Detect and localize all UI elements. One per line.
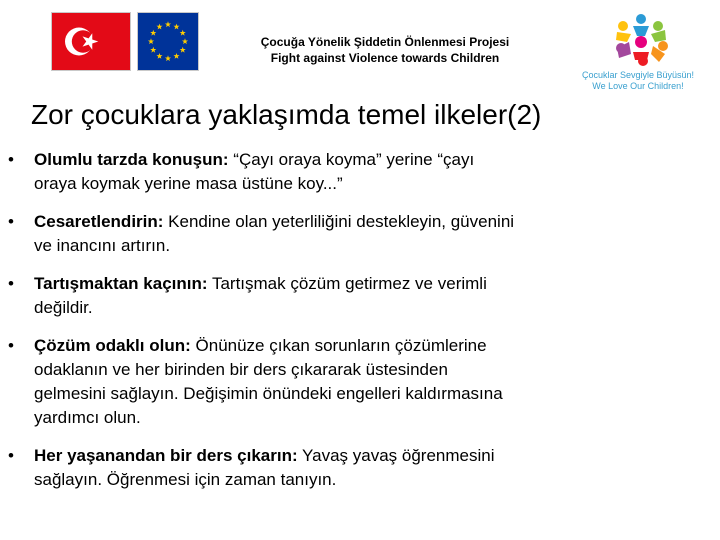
- bullet-item: [8, 210, 698, 258]
- children-figures-icon: [616, 14, 668, 66]
- bullet-line: ve inancını artırın.: [34, 236, 171, 255]
- bullet-line: [34, 444, 698, 468]
- slide-title: Zor çocuklara yaklaşımda temel ilkeler(2): [31, 99, 542, 130]
- bullet-item: [8, 272, 698, 320]
- bullet-line: değildir.: [34, 298, 93, 317]
- project-title-en: Fight against Violence towards Children: [270, 51, 500, 65]
- bullet-text: “Çayı oraya koyma” yerine “çayı: [233, 150, 475, 169]
- bullet-line: sağlayın. Öğrenmesi için zaman tanıyın.: [34, 470, 337, 489]
- project-title: [205, 34, 565, 66]
- bullet-list: [8, 148, 698, 506]
- bullet-line: [34, 272, 698, 296]
- eu-flag: [137, 12, 199, 71]
- bullet-line: [34, 334, 698, 358]
- bullet-icon: •: [8, 212, 14, 231]
- bullet-line: yardımcı olun.: [34, 408, 141, 427]
- bullet-term: Çözüm odaklı olun:: [34, 336, 191, 355]
- bullet-item: [8, 148, 698, 196]
- bullet-line: oraya koymak yerine masa üstüne koy...”: [34, 174, 343, 193]
- logo-caption-tr: Çocuklar Sevgiyle Büyüsün!: [581, 70, 695, 80]
- project-title-tr: Çocuğa Yönelik Şiddetin Önlenmesi Projesi: [260, 35, 510, 49]
- bullet-text: Tartışmak çözüm getirmez ve verimli: [211, 274, 487, 293]
- bullet-term: Cesaretlendirin:: [34, 212, 164, 231]
- bullet-icon: •: [8, 150, 14, 169]
- bullet-line: gelmesini sağlayın. Değişimin önündeki engelleri kaldırmasına: [34, 384, 503, 403]
- bullet-term: Olumlu tarzda konuşun:: [34, 150, 229, 169]
- logo-caption: [560, 70, 716, 92]
- bullet-line: [34, 148, 698, 172]
- bullet-line: odaklanın ve her birinden bir ders çıkararak üstesinden: [34, 360, 448, 379]
- turkey-flag: [51, 12, 131, 71]
- bullet-item: [8, 444, 698, 492]
- bullet-item: [8, 334, 698, 430]
- project-logo: [611, 12, 671, 68]
- bullet-icon: •: [8, 336, 14, 355]
- bullet-text: Önünüze çıkan sorunların çözümlerine: [195, 336, 487, 355]
- bullet-icon: •: [8, 274, 14, 293]
- logo-caption-en: We Love Our Children!: [592, 81, 684, 91]
- bullet-text: Yavaş yavaş öğrenmesini: [302, 446, 495, 465]
- bullet-text: Kendine olan yeterliliğini destekleyin, güvenini: [168, 212, 515, 231]
- bullet-term: Tartışmaktan kaçının:: [34, 274, 208, 293]
- bullet-icon: •: [8, 446, 14, 465]
- bullet-term: Her yaşanandan bir ders çıkarın:: [34, 446, 298, 465]
- bullet-line: [34, 210, 698, 234]
